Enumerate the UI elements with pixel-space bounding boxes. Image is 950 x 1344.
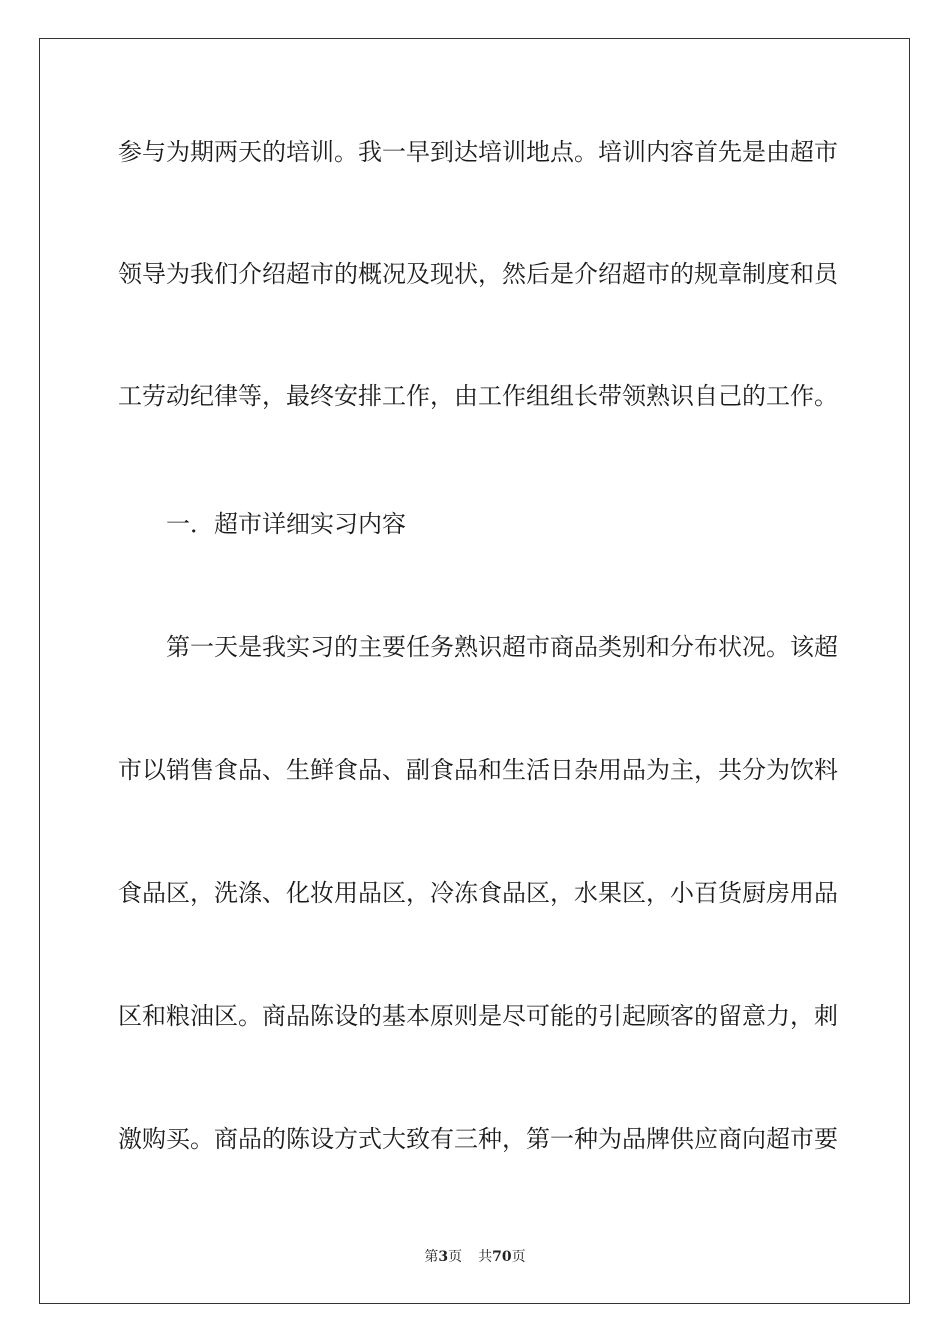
page-prefix: 第 [424,1249,439,1265]
body-text-line: 工劳动纪律等，最终安排工作，由工作组组长带领熟识自己的工作。 [118,382,838,410]
page-suffix: 页 [448,1249,463,1265]
page-footer [0,1248,950,1266]
body-text-line: 第一天是我实习的主要任务熟识超市商品类别和分布状况。该超 [166,633,838,661]
page-number: 3 [438,1249,449,1265]
body-text-line: 食品区，洗涤、化妆用品区，冷冻食品区，水果区，小百货厨房用品 [118,879,838,907]
body-text-line: 激购买。商品的陈设方式大致有三种，第一种为品牌供应商向超市要 [118,1125,838,1153]
total-prefix: 共 [478,1249,493,1265]
total-suffix: 页 [511,1249,526,1265]
page-border [39,38,910,1304]
section-heading: 一．超市详细实习内容 [166,510,406,538]
total-pages: 70 [492,1249,512,1265]
body-text-line: 市以销售食品、生鲜食品、副食品和生活日杂用品为主，共分为饮料 [118,756,838,784]
body-text-line: 区和粮油区。商品陈设的基本原则是尽可能的引起顾客的留意力，刺 [118,1002,838,1030]
body-text-line: 领导为我们介绍超市的概况及现状，然后是介绍超市的规章制度和员 [118,260,838,288]
body-text-line: 参与为期两天的培训。我一早到达培训地点。培训内容首先是由超市 [118,138,838,166]
